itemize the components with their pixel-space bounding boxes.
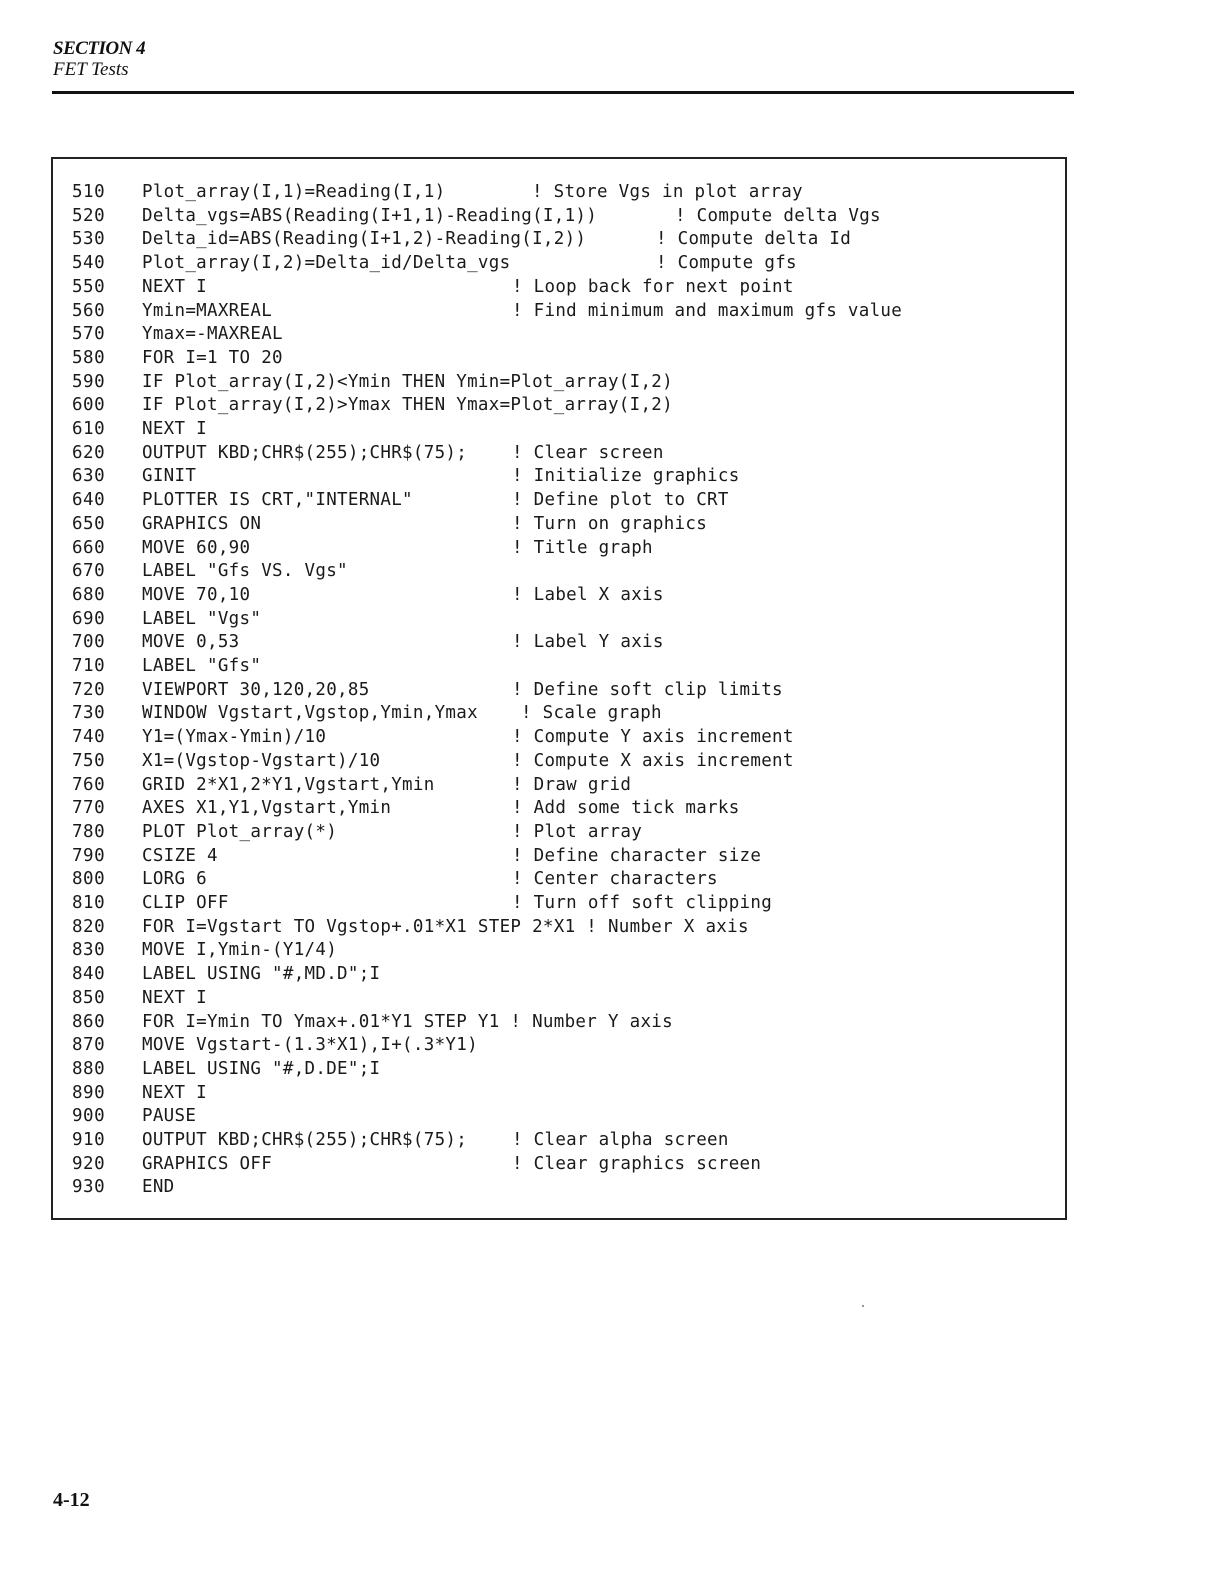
- comment: ! Turn off soft clipping: [512, 893, 773, 913]
- line-number: 820: [72, 916, 106, 937]
- statement: AXES X1,Y1,Vgstart,Ymin: [142, 798, 392, 819]
- comment: ! Plot array: [512, 821, 643, 842]
- statement: GRID 2*X1,2*Y1,Vgstart,Ymin: [142, 774, 435, 795]
- statement: END: [142, 1177, 175, 1198]
- page-header: [53, 38, 145, 80]
- line-number: 850: [72, 987, 106, 1008]
- line-number: 560: [72, 300, 106, 321]
- comment: ! Clear graphics screen: [512, 1153, 762, 1174]
- line-number: 660: [72, 537, 106, 558]
- statement: CSIZE 4: [142, 845, 218, 866]
- line-number: 530: [72, 229, 106, 250]
- comment: ! Turn on graphics: [512, 513, 708, 534]
- comment: ! Label Y axis: [512, 632, 664, 653]
- comment: ! Title graph: [512, 537, 653, 558]
- statement: NEXT I: [142, 276, 208, 297]
- statement: MOVE 0,53: [142, 632, 240, 653]
- statement: X1=(Vgstop-Vgstart)/10: [142, 750, 381, 771]
- statement: GINIT: [142, 466, 197, 487]
- comment: ! Compute delta Id: [656, 229, 852, 250]
- statement: PLOT Plot_array(*): [142, 821, 338, 842]
- statement: PLOTTER IS CRT,"INTERNAL": [142, 490, 413, 511]
- statement: VIEWPORT 30,120,20,85: [142, 679, 370, 700]
- statement: MOVE I,Ymin-(Y1/4): [142, 940, 338, 961]
- line-number: 510: [72, 182, 106, 202]
- line-number: 590: [72, 371, 106, 392]
- line-number: 630: [72, 466, 106, 487]
- comment: ! Loop back for next point: [512, 276, 794, 297]
- statement: CLIP OFF: [142, 893, 229, 913]
- statement: FOR I=1 TO 20: [142, 347, 283, 368]
- line-number: 700: [72, 632, 106, 653]
- statement: GRAPHICS ON: [142, 513, 262, 534]
- line-number: 840: [72, 964, 106, 985]
- line-number: 790: [72, 845, 106, 866]
- statement: Ymax=-MAXREAL: [142, 324, 283, 345]
- statement: LABEL "Vgs": [142, 608, 262, 629]
- statement: IF Plot_array(I,2)<Ymin THEN Ymin=Plot_array(I,2): [142, 371, 673, 392]
- comment: ! Find minimum and maximum gfs value: [512, 300, 903, 321]
- line-number: 910: [72, 1130, 106, 1150]
- statement: NEXT I: [142, 419, 208, 439]
- line-number: 620: [72, 442, 106, 463]
- line-number: 830: [72, 940, 106, 961]
- line-number: 570: [72, 324, 106, 345]
- line-number: 580: [72, 347, 106, 368]
- statement: LORG 6: [142, 869, 208, 890]
- statement: Plot_array(I,2)=Delta_id/Delta_vgs: [142, 253, 511, 274]
- line-number: 870: [72, 1035, 106, 1056]
- comment: ! Add some tick marks: [512, 798, 740, 819]
- comment: ! Define soft clip limits: [512, 679, 783, 700]
- comment: ! Store Vgs in plot array: [532, 182, 803, 202]
- statement: Delta_vgs=ABS(Reading(I+1,1)-Reading(I,1)): [142, 205, 598, 226]
- statement: LABEL "Gfs VS. Vgs": [142, 561, 348, 582]
- section-subtitle: FET Tests: [53, 59, 129, 80]
- statement: PAUSE: [142, 1106, 197, 1127]
- statement: NEXT I: [142, 1082, 208, 1103]
- statement: MOVE 60,90: [142, 537, 251, 558]
- line-number: 540: [72, 253, 106, 274]
- line-number: 770: [72, 798, 106, 819]
- section-heading: SECTION 4: [53, 38, 146, 59]
- line-number: 800: [72, 869, 106, 890]
- line-number: 750: [72, 750, 106, 771]
- line-number: 710: [72, 656, 106, 676]
- line-number: 680: [72, 584, 106, 605]
- line-number: 930: [72, 1177, 106, 1198]
- statement: MOVE Vgstart-(1.3*X1),I+(.3*Y1): [142, 1035, 478, 1056]
- statement: MOVE 70,10: [142, 584, 251, 605]
- line-number: 880: [72, 1058, 106, 1079]
- line-number: 810: [72, 893, 106, 913]
- line-number: 550: [72, 276, 106, 297]
- line-number: 900: [72, 1106, 106, 1127]
- statement: LABEL "Gfs": [142, 656, 262, 676]
- comment: ! Clear alpha screen: [512, 1130, 729, 1150]
- comment: ! Compute X axis increment: [512, 750, 794, 771]
- comment: ! Clear screen: [512, 442, 664, 463]
- line-number: 720: [72, 679, 106, 700]
- line-number: 780: [72, 821, 106, 842]
- comment: ! Scale graph: [521, 703, 662, 724]
- comment: ! Compute Y axis increment: [512, 727, 794, 748]
- statement: LABEL USING "#,D.DE";I: [142, 1058, 381, 1079]
- statement: Ymin=MAXREAL: [142, 300, 273, 321]
- comment: ! Label X axis: [512, 584, 664, 605]
- statement: FOR I=Vgstart TO Vgstop+.01*X1 STEP 2*X1 ! Number X axis: [142, 916, 749, 937]
- line-number: 610: [72, 419, 106, 439]
- comment: ! Center characters: [512, 869, 718, 890]
- statement: FOR I=Ymin TO Ymax+.01*Y1 STEP Y1 ! Number Y axis: [142, 1011, 673, 1032]
- comment: ! Compute delta Vgs: [675, 205, 881, 226]
- scan-speck: [862, 1305, 864, 1307]
- statement: GRAPHICS OFF: [142, 1153, 273, 1174]
- statement: Plot_array(I,1)=Reading(I,1): [142, 182, 446, 202]
- comment: ! Draw grid: [512, 774, 632, 795]
- program-listing: [51, 157, 1067, 1220]
- line-number: 860: [72, 1011, 106, 1032]
- header-rule: [52, 91, 1074, 94]
- line-number: 600: [72, 395, 106, 416]
- line-number: 890: [72, 1082, 106, 1103]
- comment: ! Compute gfs: [656, 253, 797, 274]
- comment: ! Define plot to CRT: [512, 490, 729, 511]
- statement: OUTPUT KBD;CHR$(255);CHR$(75);: [142, 442, 468, 463]
- comment: ! Define character size: [512, 845, 762, 866]
- line-number: 690: [72, 608, 106, 629]
- statement: LABEL USING "#,MD.D";I: [142, 964, 381, 985]
- statement: IF Plot_array(I,2)>Ymax THEN Ymax=Plot_array(I,2): [142, 395, 673, 416]
- statement: Delta_id=ABS(Reading(I+1,2)-Reading(I,2)): [142, 229, 587, 250]
- statement: Y1=(Ymax-Ymin)/10: [142, 727, 327, 748]
- line-number: 520: [72, 205, 106, 226]
- line-number: 920: [72, 1153, 106, 1174]
- line-number: 740: [72, 727, 106, 748]
- statement: NEXT I: [142, 987, 208, 1008]
- statement: OUTPUT KBD;CHR$(255);CHR$(75);: [142, 1130, 468, 1150]
- line-number: 650: [72, 513, 106, 534]
- line-number: 640: [72, 490, 106, 511]
- comment: ! Initialize graphics: [512, 466, 740, 487]
- statement: WINDOW Vgstart,Vgstop,Ymin,Ymax: [142, 703, 478, 724]
- page-number: 4-12: [53, 1489, 90, 1511]
- line-number: 760: [72, 774, 106, 795]
- line-number: 670: [72, 561, 106, 582]
- line-number: 730: [72, 703, 106, 724]
